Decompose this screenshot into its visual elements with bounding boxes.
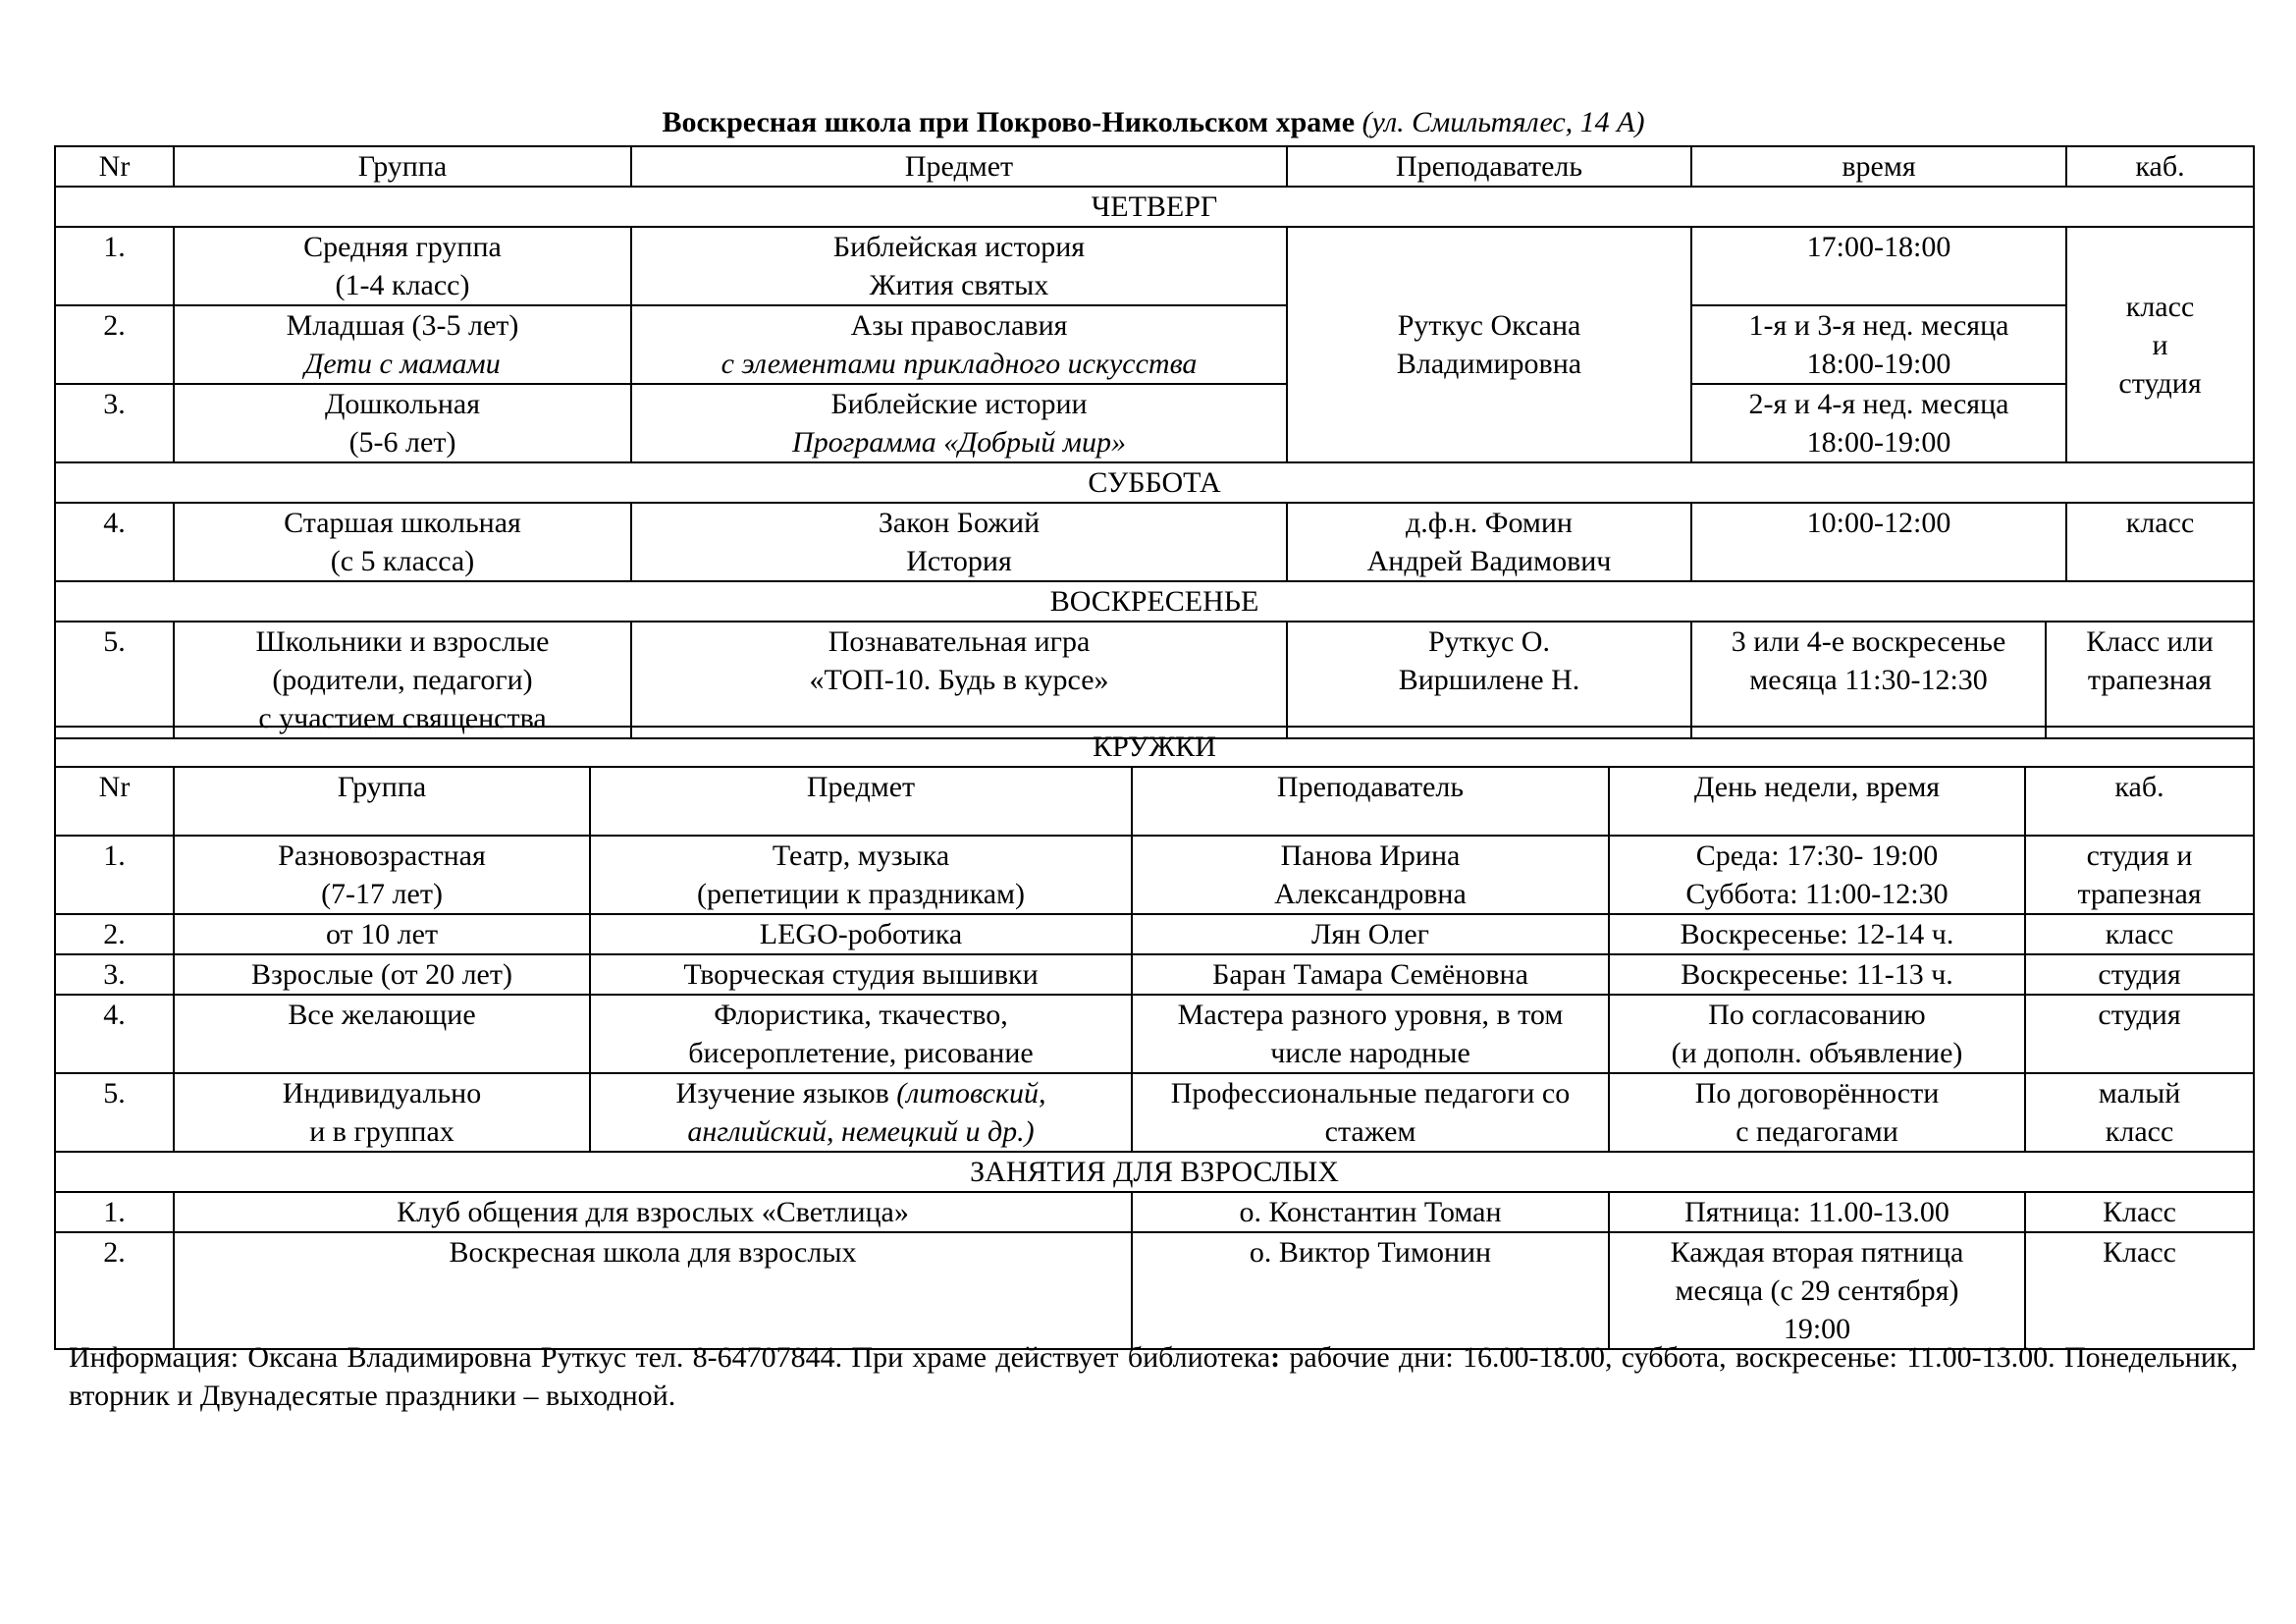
row-time: 2-я и 4-я нед. месяца 18:00-19:00 xyxy=(1691,384,2066,462)
row-room: класс xyxy=(2066,503,2254,581)
row-nr: 1. xyxy=(55,1192,174,1232)
row-teacher: Баран Тамара Семёновна xyxy=(1132,954,1609,995)
row-time: 17:00-18:00 xyxy=(1691,227,2066,305)
row-time: По договорённости с педагогами xyxy=(1609,1073,2025,1152)
row-nr: 3. xyxy=(55,384,174,462)
table-row xyxy=(55,1232,2254,1349)
header-teacher: Преподаватель xyxy=(1132,767,1609,836)
row-group: Школьники и взрослые (родители, педагоги) с участием священства xyxy=(174,622,631,738)
row-teacher: Мастера разного уровня, в том числе народные xyxy=(1132,995,1609,1073)
row-room: Класс xyxy=(2025,1232,2254,1349)
row-nr: 2. xyxy=(55,305,174,384)
header-nr: Nr xyxy=(55,767,174,836)
row-room: студия xyxy=(2025,995,2254,1073)
row-teacher: Руткус О. Виршилене Н. xyxy=(1287,622,1691,738)
row-nr: 5. xyxy=(55,1073,174,1152)
row-nr: 1. xyxy=(55,836,174,914)
row-room: класс xyxy=(2025,914,2254,954)
row-subject: Флористика, ткачество, бисероплетение, рисование xyxy=(590,995,1132,1073)
row-teacher: о. Виктор Тимонин xyxy=(1132,1232,1609,1349)
row-time: Воскресенье: 12-14 ч. xyxy=(1609,914,2025,954)
row-subject: Изучение языков (литовский, английский, немецкий и др.) xyxy=(590,1073,1132,1152)
footer-info xyxy=(69,1338,2238,1415)
section-row xyxy=(55,581,2254,622)
title-address: (ул. Смильтялес, 14 А) xyxy=(1362,106,1645,138)
clubs-table xyxy=(54,726,2255,1350)
section-row xyxy=(55,462,2254,503)
row-room: студия xyxy=(2025,954,2254,995)
section-sunday: ВОСКРЕСЕНЬЕ xyxy=(55,581,2254,622)
header-time: День недели, время xyxy=(1609,767,2025,836)
row-time: 10:00-12:00 xyxy=(1691,503,2066,581)
row-time: Воскресенье: 11-13 ч. xyxy=(1609,954,2025,995)
row-group: Средняя группа (1-4 класс) xyxy=(174,227,631,305)
row-nr: 4. xyxy=(55,995,174,1073)
table-row xyxy=(55,384,2254,462)
row-group: Дошкольная (5-6 лет) xyxy=(174,384,631,462)
row-time: Пятница: 11.00-13.00 xyxy=(1609,1192,2025,1232)
table-row xyxy=(55,836,2254,914)
section-row xyxy=(55,727,2254,767)
row-teacher: Панова Ирина Александровна xyxy=(1132,836,1609,914)
row-nr: 2. xyxy=(55,1232,174,1349)
row-subject: Познавательная игра «ТОП-10. Будь в курсе» xyxy=(631,622,1287,738)
header-room: каб. xyxy=(2025,767,2254,836)
thursday-room: класс и студия xyxy=(2066,227,2254,462)
table-row xyxy=(55,622,2254,738)
row-room: Класс xyxy=(2025,1192,2254,1232)
row-teacher: Профессиональные педагоги со стажем xyxy=(1132,1073,1609,1152)
row-room: Класс или трапезная xyxy=(2046,622,2254,738)
row-group: Разновозрастная (7-17 лет) xyxy=(174,836,590,914)
table-row xyxy=(55,1192,2254,1232)
header-subject: Предмет xyxy=(631,146,1287,187)
row-subject: LEGO-роботика xyxy=(590,914,1132,954)
header-group: Группа xyxy=(174,767,590,836)
section-row xyxy=(55,187,2254,227)
table-row xyxy=(55,305,2254,384)
row-room: студия и трапезная xyxy=(2025,836,2254,914)
row-time: 1-я и 3-я нед. месяца 18:00-19:00 xyxy=(1691,305,2066,384)
row-time: Каждая вторая пятница месяца (с 29 сентября) 19:00 xyxy=(1609,1232,2025,1349)
row-subject: Библейские истории Программа «Добрый мир» xyxy=(631,384,1287,462)
table-row xyxy=(55,914,2254,954)
title-main: Воскресная школа при Покрово-Никольском храме xyxy=(662,106,1356,138)
row-time: Среда: 17:30- 19:00 Суббота: 11:00-12:30 xyxy=(1609,836,2025,914)
schedule-table xyxy=(54,145,2255,739)
section-thursday: ЧЕТВЕРГ xyxy=(55,187,2254,227)
row-subject: Творческая студия вышивки xyxy=(590,954,1132,995)
section-clubs: КРУЖКИ xyxy=(55,727,2254,767)
table-row xyxy=(55,954,2254,995)
row-group: Все желающие xyxy=(174,995,590,1073)
header-subject: Предмет xyxy=(590,767,1132,836)
header-group: Группа xyxy=(174,146,631,187)
row-subject: Театр, музыка (репетиции к праздникам) xyxy=(590,836,1132,914)
row-nr: 1. xyxy=(55,227,174,305)
table-row xyxy=(55,1073,2254,1152)
row-group: Индивидуально и в группах xyxy=(174,1073,590,1152)
row-nr: 4. xyxy=(55,503,174,581)
row-teacher: д.ф.н. Фомин Андрей Вадимович xyxy=(1287,503,1691,581)
row-subject: Воскресная школа для взрослых xyxy=(174,1232,1132,1349)
row-group: от 10 лет xyxy=(174,914,590,954)
header-room: каб. xyxy=(2066,146,2254,187)
row-subject: Закон Божий История xyxy=(631,503,1287,581)
table-row xyxy=(55,503,2254,581)
row-group: Взрослые (от 20 лет) xyxy=(174,954,590,995)
header-nr: Nr xyxy=(55,146,174,187)
row-time: По согласованию (и дополн. объявление) xyxy=(1609,995,2025,1073)
row-subject: Азы православия с элементами прикладного искусства xyxy=(631,305,1287,384)
thursday-teacher: Руткус Оксана Владимировна xyxy=(1287,227,1691,462)
header-time: время xyxy=(1691,146,2066,187)
table-row xyxy=(55,995,2254,1073)
header-teacher: Преподаватель xyxy=(1287,146,1691,187)
row-group: Младшая (3-5 лет) Дети с мамами xyxy=(174,305,631,384)
document-title xyxy=(54,105,2253,140)
row-group: Старшая школьная (с 5 класса) xyxy=(174,503,631,581)
row-subject: Библейская история Жития святых xyxy=(631,227,1287,305)
table-row xyxy=(55,227,2254,305)
footer-colon: : xyxy=(1270,1341,1281,1374)
row-teacher: Лян Олег xyxy=(1132,914,1609,954)
footer-text-1: Информация: Оксана Владимировна Руткус тел. 8-64707844. При храме действует библиотека xyxy=(69,1341,1271,1374)
row-nr: 2. xyxy=(55,914,174,954)
header-row xyxy=(55,146,2254,187)
row-nr: 5. xyxy=(55,622,174,738)
row-teacher: о. Константин Томан xyxy=(1132,1192,1609,1232)
section-adults: ЗАНЯТИЯ ДЛЯ ВЗРОСЛЫХ xyxy=(55,1152,2254,1192)
footer-text-2: рабочие дни: 16.00-18.00, суббота, воскресенье: 11.00-13.00. Понедельник, вторник и Двунадесятые праздники – выходной. xyxy=(69,1341,2238,1412)
section-saturday: СУББОТА xyxy=(55,462,2254,503)
row-time: 3 или 4-е воскресенье месяца 11:30-12:30 xyxy=(1691,622,2046,738)
row-subject: Клуб общения для взрослых «Светлица» xyxy=(174,1192,1132,1232)
row-nr: 3. xyxy=(55,954,174,995)
clubs-header-row xyxy=(55,767,2254,836)
section-row xyxy=(55,1152,2254,1192)
row-room: малый класс xyxy=(2025,1073,2254,1152)
